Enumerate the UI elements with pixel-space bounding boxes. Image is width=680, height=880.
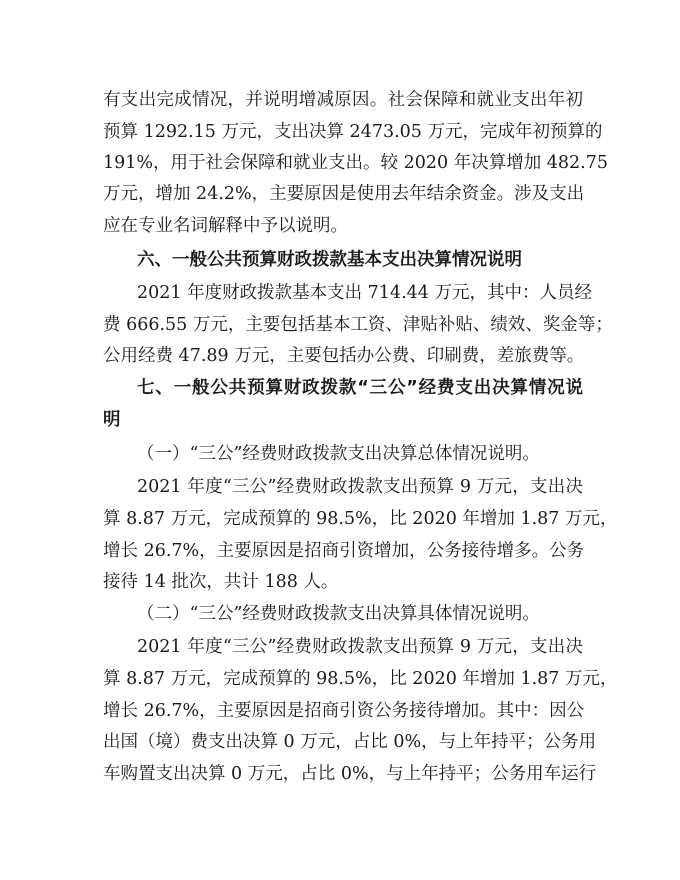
body-line: 2021 年度“三公”经费财政拨款支出预算 9 万元，支出决 bbox=[137, 477, 583, 497]
body-line: 万元，增加 24.2%，主要原因是使用去年结余资金。涉及支出 bbox=[103, 184, 585, 204]
body-line: 算 8.87 万元，完成预算的 98.5%，比 2020 年增加 1.87 万元， bbox=[103, 509, 618, 529]
body-line: 出国（境）费支出决算 0 万元，占比 0%，与上年持平；公务用 bbox=[103, 732, 597, 752]
section-heading-6: 六、一般公共预算财政拨款基本支出决算情况说明 bbox=[137, 250, 522, 270]
body-line: 应在专业名词解释中予以说明。 bbox=[103, 216, 348, 236]
body-line: 车购置支出决算 0 万元，占比 0%，与上年持平；公务用车运行 bbox=[103, 764, 597, 784]
body-line: 增长 26.7%，主要原因是招商引资增加，公务接待增多。公务 bbox=[103, 541, 585, 561]
body-line: 有支出完成情况，并说明增减原因。社会保障和就业支出年初 bbox=[103, 90, 583, 110]
body-line: 算 8.87 万元，完成预算的 98.5%，比 2020 年增加 1.87 万元， bbox=[103, 669, 618, 689]
body-line: 2021 年度“三公”经费财政拨款支出预算 9 万元，支出决 bbox=[137, 637, 583, 657]
subsection-heading-2: （二）“三公”经费财政拨款支出决算具体情况说明。 bbox=[137, 604, 540, 624]
subsection-heading-1: （一）“三公”经费财政拨款支出决算总体情况说明。 bbox=[137, 444, 540, 464]
body-line: 2021 年度财政拨款基本支出 714.44 万元，其中：人员经 bbox=[137, 283, 592, 303]
section-heading-7: 七、一般公共预算财政拨款“三公”经费支出决算情况说 bbox=[137, 378, 583, 398]
section-heading-7-cont: 明 bbox=[103, 410, 121, 430]
body-line: 增长 26.7%，主要原因是招商引资公务接待增加。其中：因公 bbox=[103, 701, 585, 721]
body-line: 预算 1292.15 万元，支出决算 2473.05 万元，完成年初预算的 bbox=[103, 122, 603, 142]
body-line: 191%，用于社会保障和就业支出。较 2020 年决算增加 482.75 bbox=[103, 153, 608, 173]
body-line: 费 666.55 万元，主要包括基本工资、津贴补贴、绩效、奖金等； bbox=[103, 315, 613, 335]
body-line: 接待 14 批次，共计 188 人。 bbox=[103, 572, 339, 592]
body-line: 公用经费 47.89 万元，主要包括办公费、印刷费，差旅费等。 bbox=[103, 346, 585, 366]
